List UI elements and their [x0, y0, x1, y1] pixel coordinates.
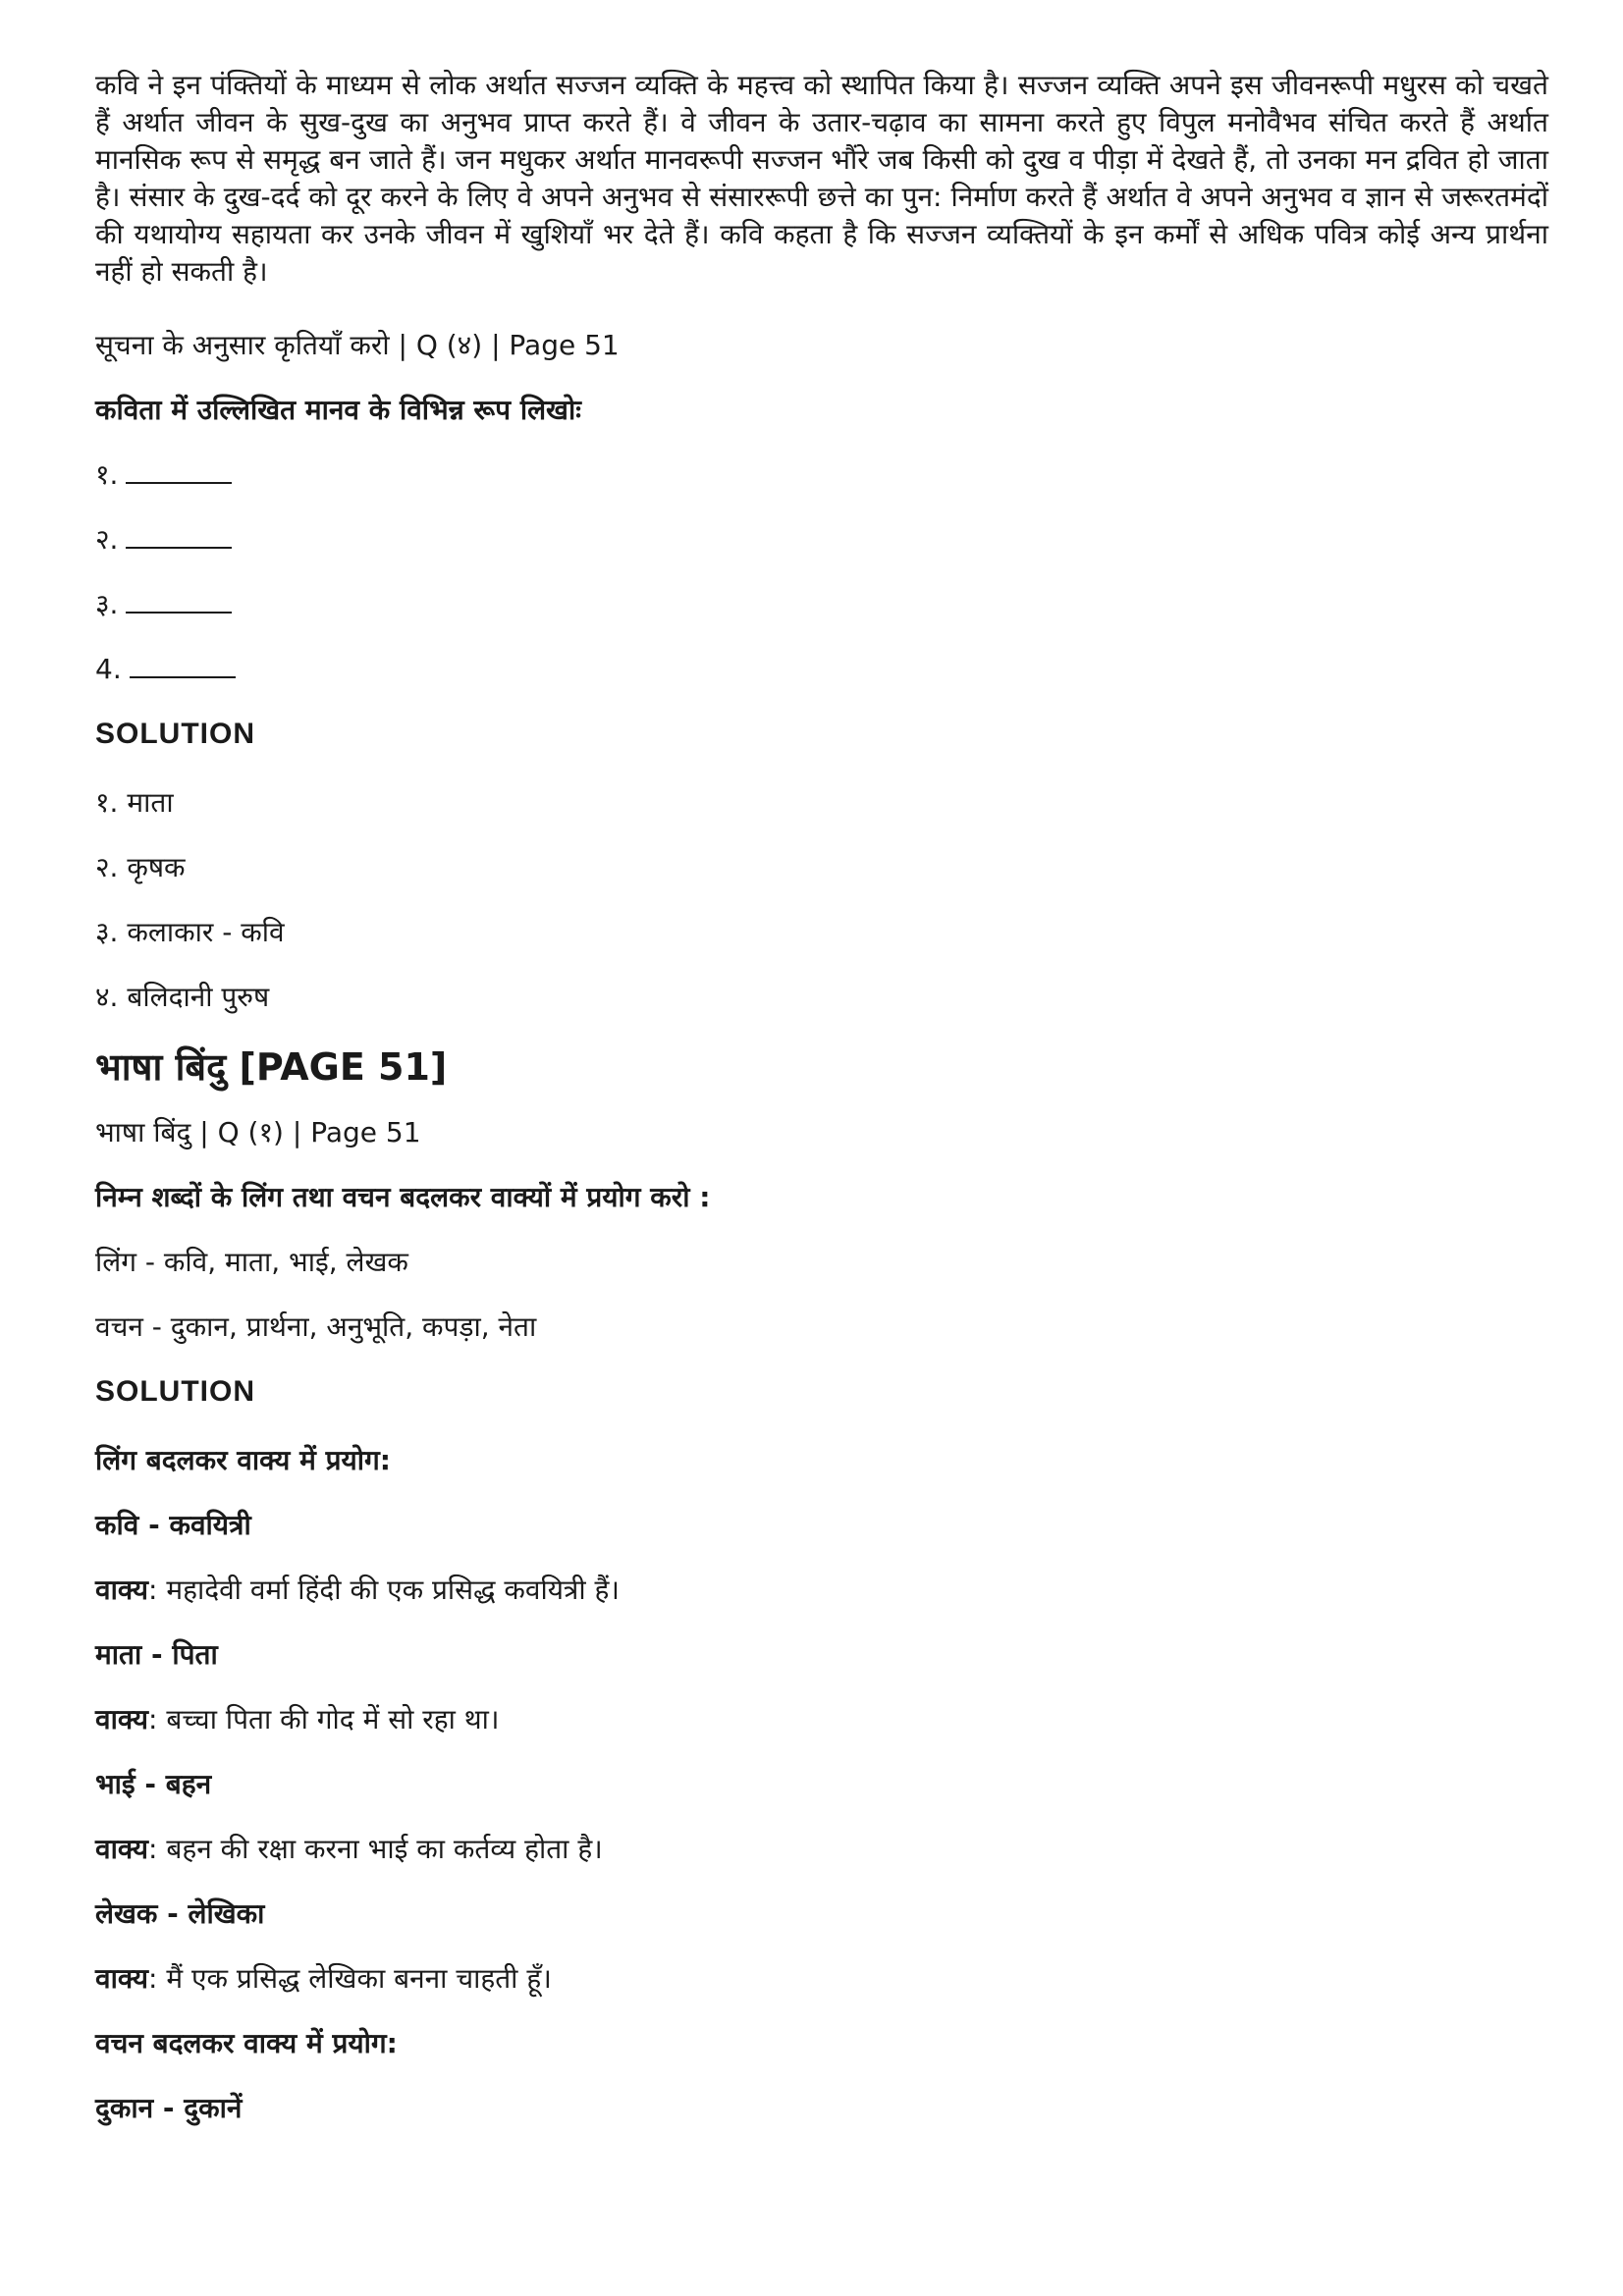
q4-reference: सूचना के अनुसार कृतियाँ करो | Q (४) | Page 51 [95, 329, 620, 361]
sentence-text: : बच्चा पिता की गोद में सो रहा था। [148, 1703, 500, 1735]
answer-blank [126, 456, 232, 484]
pair-heading: दुकान - दुकानें [95, 2092, 243, 2124]
example-sentence [95, 1700, 1548, 1739]
example-sentence [95, 1571, 1548, 1610]
pair-heading: भाई - बहन [95, 1768, 212, 1800]
blank-item-2 [95, 520, 1548, 560]
vachan-heading: वचन बदलकर वाक्य में प्रयोग: [95, 2027, 398, 2059]
solution-label: SOLUTION [95, 1375, 255, 1408]
blank-number: १. [95, 458, 119, 491]
sentence-text: : महादेवी वर्मा हिंदी की एक प्रसिद्ध कवयित्री हैं। [148, 1574, 621, 1606]
answer-2: २. कृषक [95, 851, 186, 883]
sentence-label: वाक्य [95, 1833, 149, 1865]
blank-item-1 [95, 455, 1548, 495]
answer-3: ३. कलाकार - कवि [95, 916, 285, 948]
pair-heading: लेखक - लेखिका [95, 1897, 265, 1930]
blank-item-3 [95, 585, 1548, 624]
answer-1: १. माता [95, 786, 174, 819]
ling-words: लिंग - कवि, माता, भाई, लेखक [95, 1246, 408, 1278]
example-sentence [95, 1959, 1548, 1999]
example-sentence [95, 1830, 1548, 1869]
sentence-label: वाक्य [95, 1703, 149, 1735]
answer-4: ४. बलिदानी पुरुष [95, 981, 270, 1013]
blank-number: ३. [95, 588, 119, 620]
sentence-label: वाक्य [95, 1962, 149, 1995]
sentence-text: : बहन की रक्षा करना भाई का कर्तव्य होता है। [148, 1833, 603, 1865]
document-page [95, 67, 1548, 2154]
intro-paragraph: कवि ने इन पंक्तियों के माध्यम से लोक अर्थात सज्जन व्यक्ति के महत्त्व को स्थापित किया है। सज्जन व्यक्ति अपने इस जीवनरूपी मधुरस को चखते हैं अर्थात जीवन के सुख-दुख का अनुभव प्राप्त करते हैं। वे जीवन के उतार-चढ़ाव का सामना करते हुए विपुल मनोवैभव संचित करते हैं अर्थात मानसिक रूप से समृद्ध बन जाते हैं। जन मधुकर अर्थात मानवरूपी सज्जन भौंरे जब किसी को दुख व पीड़ा में देखते हैं, तो उनका मन द्रवित हो जाता है। संसार के दुख-दर्द को दूर करने के लिए वे अपने अनुभव से संसाररूपी छत्ते का पुन: निर्माण करते हैं अर्थात वे अपने अनुभव व ज्ञान से जरूरतमंदों की यथायोग्य सहायता कर उनके जीवन में खुशियाँ भर देते हैं। कवि कहता है कि सज्जन व्यक्तियों के इन कर्मों से अधिक पवित्र कोई अन्य प्रार्थना नहीं हो सकती है। [95, 69, 1548, 288]
vachan-words: वचन - दुकान, प्रार्थना, अनुभूति, कपड़ा, नेता [95, 1310, 537, 1343]
blank-number: २. [95, 523, 119, 556]
pair-heading: कवि - कवयित्री [95, 1509, 251, 1541]
bhasha-reference: भाषा बिंदु | Q (१) | Page 51 [95, 1116, 421, 1148]
sentence-text: : मैं एक प्रसिद्ध लेखिका बनना चाहती हूँ। [148, 1962, 552, 1995]
sentence-label: वाक्य [95, 1574, 149, 1606]
ling-heading: लिंग बदलकर वाक्य में प्रयोग: [95, 1444, 391, 1476]
answer-blank [126, 586, 232, 614]
blank-number: 4. [95, 653, 122, 685]
pair-heading: माता - पिता [95, 1638, 218, 1671]
answer-blank [130, 651, 236, 678]
solution-label: SOLUTION [95, 718, 255, 750]
answer-blank [126, 521, 232, 549]
section-heading: भाषा बिंदु [PAGE 51] [95, 1045, 448, 1089]
q4-question: कविता में उल्लिखित मानव के विभिन्न रूप लिखोः [95, 394, 581, 426]
bhasha-question: निम्न शब्दों के लिंग तथा वचन बदलकर वाक्यों में प्रयोग करो : [95, 1181, 711, 1213]
blank-item-4 [95, 650, 1548, 689]
